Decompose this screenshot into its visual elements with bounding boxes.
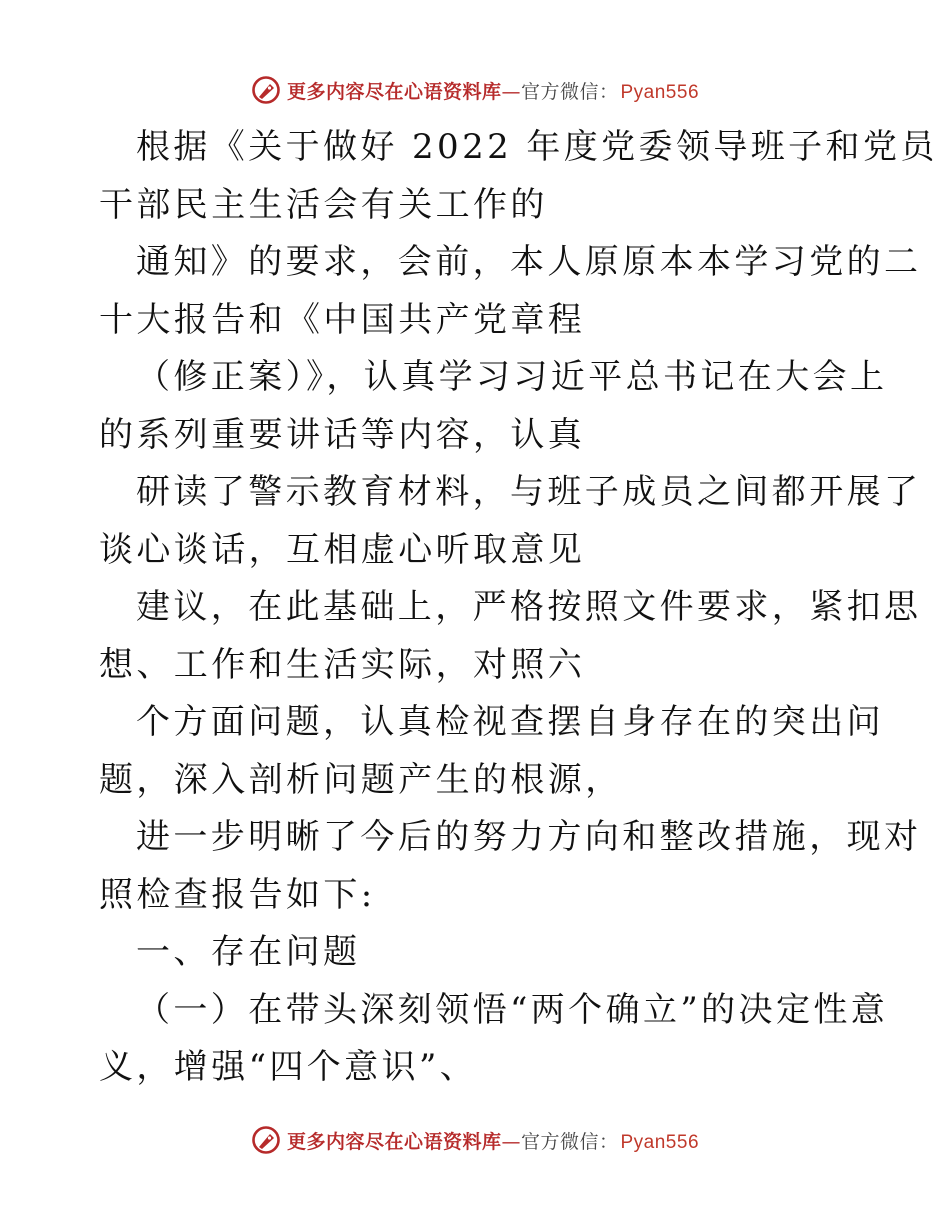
header-separator: —	[501, 80, 521, 103]
paragraph-line: 干部民主生活会有关工作的	[99, 184, 548, 225]
paragraph-line: 谈心谈话，互相虚心听取意见	[99, 529, 586, 570]
header-banner-text	[287, 77, 699, 104]
header-banner	[0, 70, 950, 110]
paragraph-line: （一）在带头深刻领悟“两个确立”的决定性意	[136, 989, 889, 1030]
header-wechat-label: 官方微信：	[520, 80, 619, 103]
document-body	[99, 119, 938, 1097]
paragraph-line: 研读了警示教育材料，与班子成员之间都开展了	[136, 472, 922, 512]
paragraph-line: 想、工作和生活实际，对照六	[99, 644, 586, 685]
footer-brand: 更多内容尽在心语资料库	[286, 1130, 502, 1153]
paragraph-line: 照检查报告如下:	[99, 874, 376, 915]
footer-wechat-handle: Pyan556	[620, 1131, 700, 1153]
paragraph-line: 个方面问题，认真检视查摆自身存在的突出问	[136, 702, 884, 742]
paragraph-line: （修正案）》，认真学习习近平总书记在大会上	[136, 357, 888, 397]
paragraph-line: 的系列重要讲话等内容，认真	[99, 414, 586, 455]
paragraph-line: 义，增强“四个意识”、	[99, 1047, 478, 1087]
paragraph-line: 建议，在此基础上，严格按照文件要求，紧扣思	[136, 587, 922, 627]
footer-separator: —	[501, 1130, 521, 1153]
footer-wechat-label: 官方微信：	[520, 1130, 619, 1153]
footer-banner-text	[287, 1127, 699, 1154]
paragraph-line: 根据《关于做好 2022 年度党委领导班子和党员	[136, 127, 938, 167]
paragraph-line: 题，深入剖析问题产生的根源，	[99, 759, 623, 800]
paragraph-line: 进一步明晰了今后的努力方向和整改措施，现对	[136, 817, 922, 857]
footer-banner	[0, 1120, 950, 1160]
paragraph-line: 十大报告和《中国共产党章程	[99, 299, 586, 340]
paragraph-line: 通知》的要求，会前，本人原原本本学习党的二	[136, 242, 922, 282]
pen-nib-circle-icon	[251, 1125, 281, 1155]
section-heading: 一、存在问题	[136, 932, 361, 972]
header-brand: 更多内容尽在心语资料库	[286, 80, 502, 103]
pen-nib-circle-icon	[251, 75, 281, 105]
header-wechat-handle: Pyan556	[620, 81, 700, 103]
